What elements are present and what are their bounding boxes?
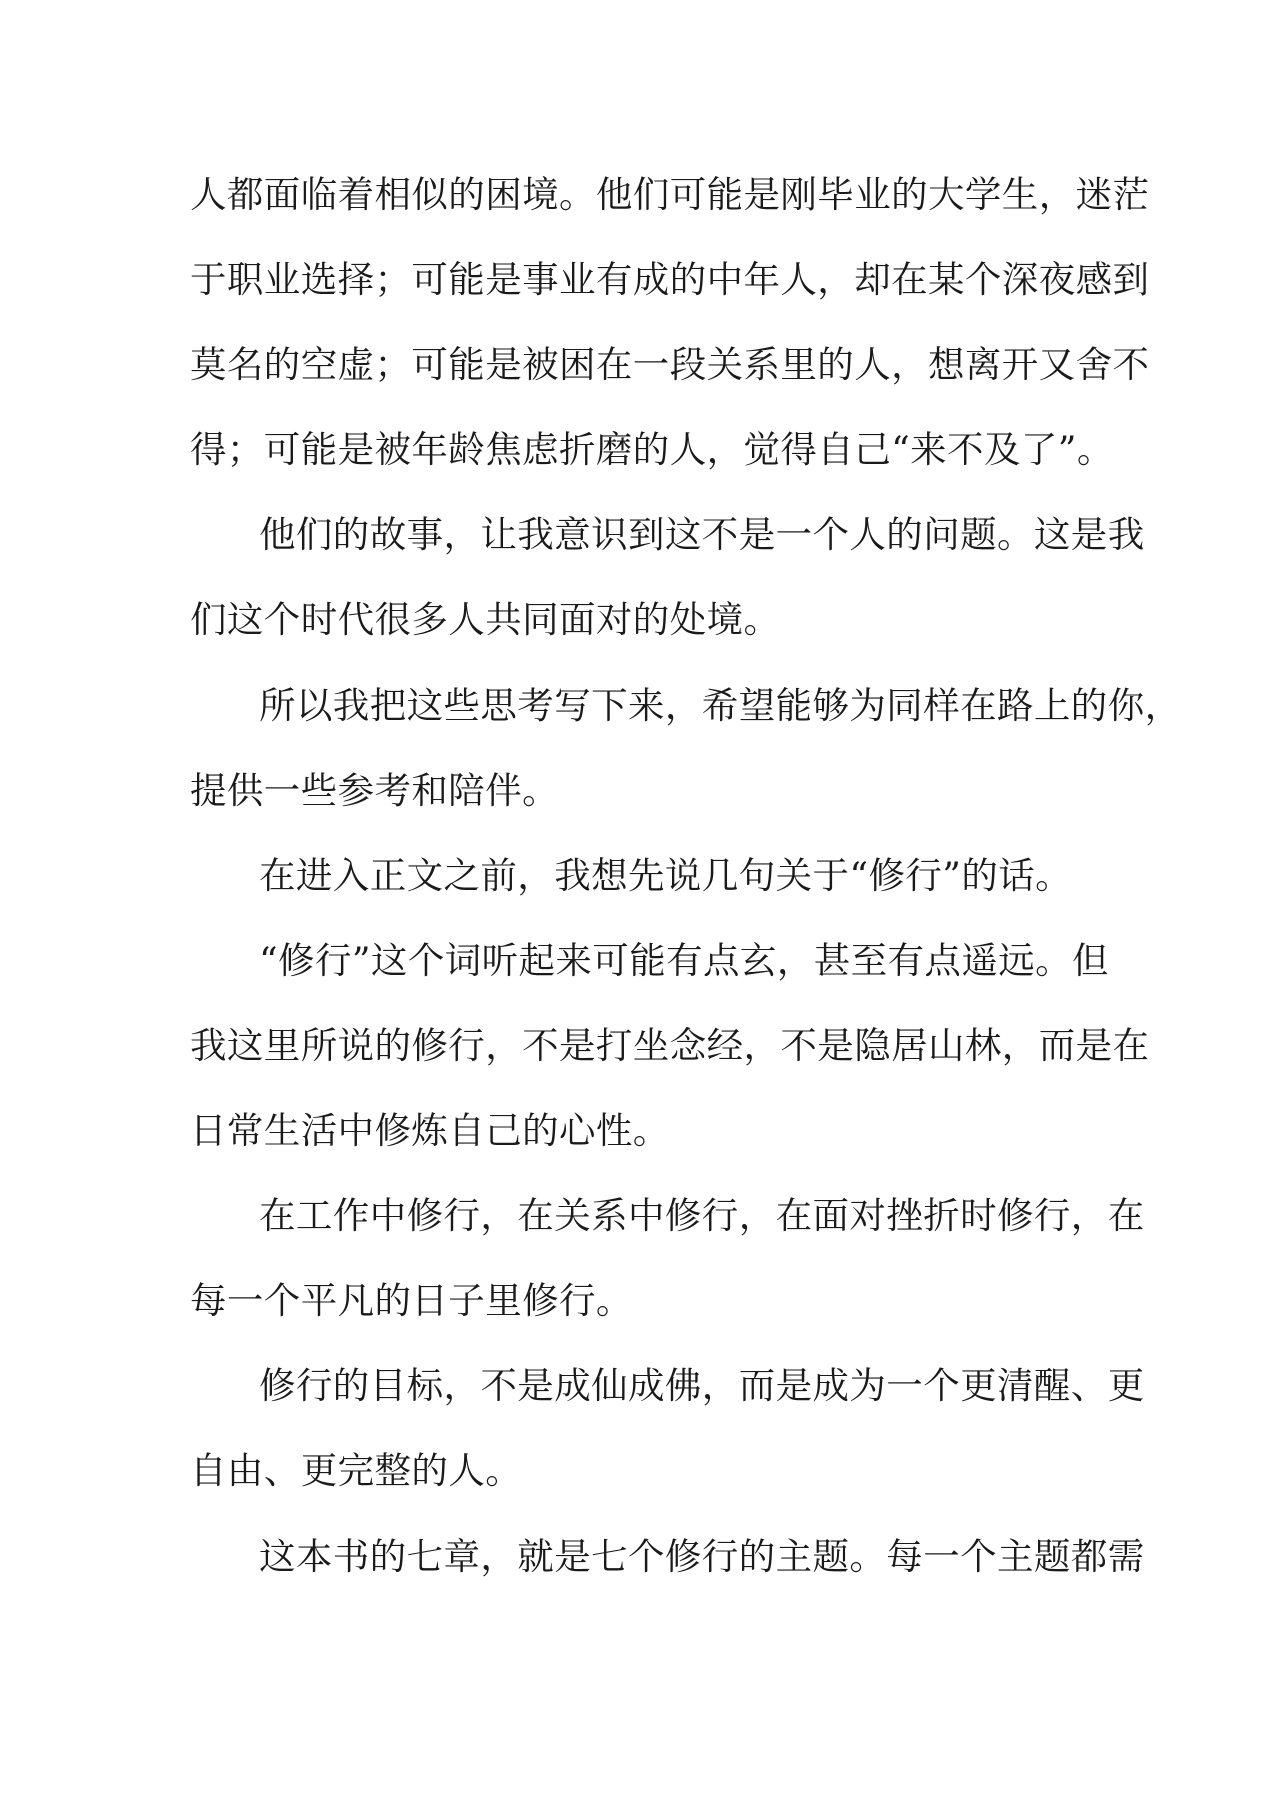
paragraph-first-line: 这本书的七章，就是七个修行的主题。每一个主题都需: [259, 1535, 1145, 1578]
paragraph-first-line: 所以我把这些思考写下来，希望能够为同样在路上的你，: [259, 684, 1182, 727]
paragraph-first-line: 在进入正文之前，我想先说几句关于“修行”的话。: [259, 854, 1073, 897]
paragraph-first-line: 在工作中修行，在关系中修行，在面对挫折时修行，在: [259, 1194, 1145, 1237]
text-line: 每一个平凡的日子里修行。: [190, 1279, 633, 1322]
text-line: 人都面临着相似的困境。他们可能是刚毕业的大学生，迷茫: [190, 173, 1150, 216]
text-line: 得；可能是被年龄焦虑折磨的人，觉得自己“来不及了”。: [190, 428, 1114, 471]
text-line: 们这个时代很多人共同面对的处境。: [190, 598, 781, 641]
text-line: 提供一些参考和陪伴。: [190, 769, 559, 812]
text-line: 自由、更完整的人。: [190, 1449, 523, 1492]
text-line: 我这里所说的修行，不是打坐念经，不是隐居山林，而是在: [190, 1024, 1150, 1067]
paragraph-first-line: “修行”这个词听起来可能有点玄，甚至有点遥远。但: [259, 939, 1109, 982]
text-line: 于职业选择；可能是事业有成的中年人，却在某个深夜感到: [190, 258, 1150, 301]
paragraph-first-line: 他们的故事，让我意识到这不是一个人的问题。这是我: [259, 513, 1145, 556]
text-line: 莫名的空虚；可能是被困在一段关系里的人，想离开又舍不: [190, 343, 1150, 386]
text-line: 日常生活中修炼自己的心性。: [190, 1109, 670, 1152]
paragraph-first-line: 修行的目标，不是成仙成佛，而是成为一个更清醒、更: [259, 1364, 1145, 1407]
